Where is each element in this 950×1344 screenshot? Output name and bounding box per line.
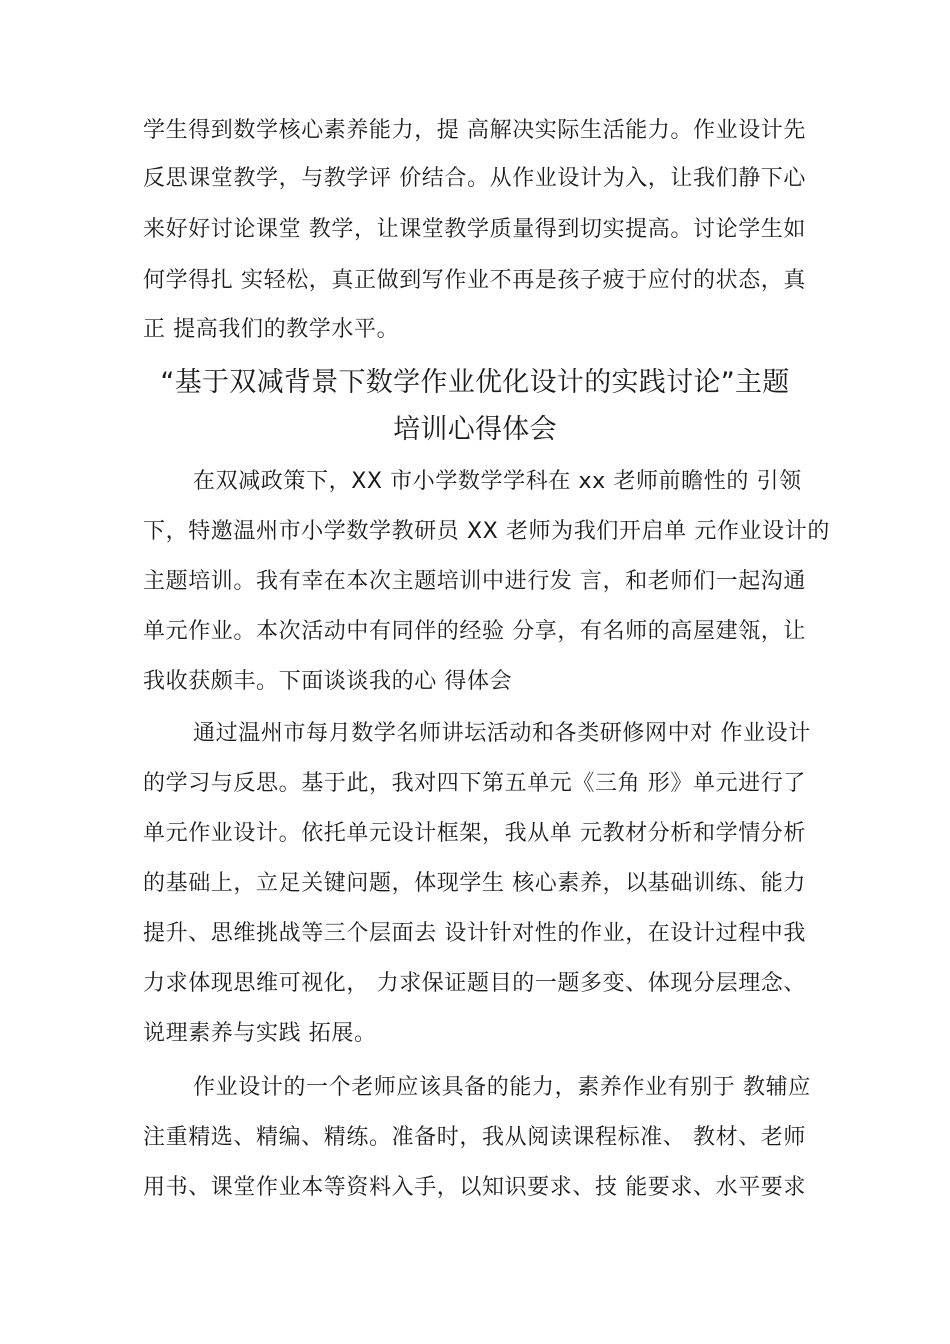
paragraph-1-line-2: 下，特邀温州市小学数学教研员 XX 老师为我们开启单 元作业设计的 [143,519,830,544]
document-title-line-1: “基于双减背景下数学作业优化设计的实践讨论”主题 [160,367,790,398]
paragraph-1-line-1: 在双减政策下，XX 市小学数学学科在 xx 老师前瞻性的 引领 [193,469,802,494]
paragraph-3-line-1: 作业设计的一个老师应该具备的能力，素养作业有别于 教辅应 [193,1075,811,1100]
intro-line-5: 正 提高我们的教学水平。 [143,317,400,342]
paragraph-2-line-5: 提升、思维挑战等三个层面去 设计针对性的作业，在设计过程中我 [143,921,806,946]
paragraph-1-line-3: 主题培训。我有幸在本次主题培训中进行发 言，和老师们一起沟通 [143,569,806,594]
paragraph-2-line-2: 的学习与反思。基于此，我对四下第五单元《三角 形》单元进行了 [143,771,806,796]
paragraph-1-line-5: 我收获颇丰。下面谈谈我的心 得体会 [143,669,513,694]
intro-line-4: 何学得扎 实轻松，真正做到写作业不再是孩子疲于应付的状态，真 [143,268,806,293]
paragraph-2-line-7: 说理素养与实践 拓展。 [143,1021,377,1046]
paragraph-2-line-3: 单元作业设计。依托单元设计框架，我从单 元教材分析和学情分析 [143,821,806,846]
intro-line-3: 来好好讨论课堂 教学，让课堂教学质量得到切实提高。讨论学生如 [143,217,806,242]
paragraph-3-line-3: 用书、课堂作业本等资料入手，以知识要求、技 能要求、水平要求 [143,1175,806,1200]
intro-line-1: 学生得到数学核心素养能力，提 高解决实际生活能力。作业设计先 [143,118,806,143]
paragraph-1-line-4: 单元作业。本次活动中有同伴的经验 分享，有名师的高屋建瓴，让 [143,619,806,644]
document-title-line-2: 培训心得体会 [393,414,557,445]
paragraph-2-line-4: 的基础上，立足关键问题，体现学生 核心素养，以基础训练、能力 [143,871,806,896]
paragraph-3-line-2: 注重精选、精编、精练。准备时，我从阅读课程标准、 教材、老师 [143,1125,806,1150]
intro-line-2: 反思课堂教学，与教学评 价结合。从作业设计为入，让我们静下心 [143,166,806,191]
paragraph-2-line-6: 力求体现思维可视化， 力求保证题目的一题多变、体现分层理念、 [143,971,806,996]
paragraph-2-line-1: 通过温州市每月数学名师讲坛活动和各类研修网中对 作业设计 [193,721,811,746]
